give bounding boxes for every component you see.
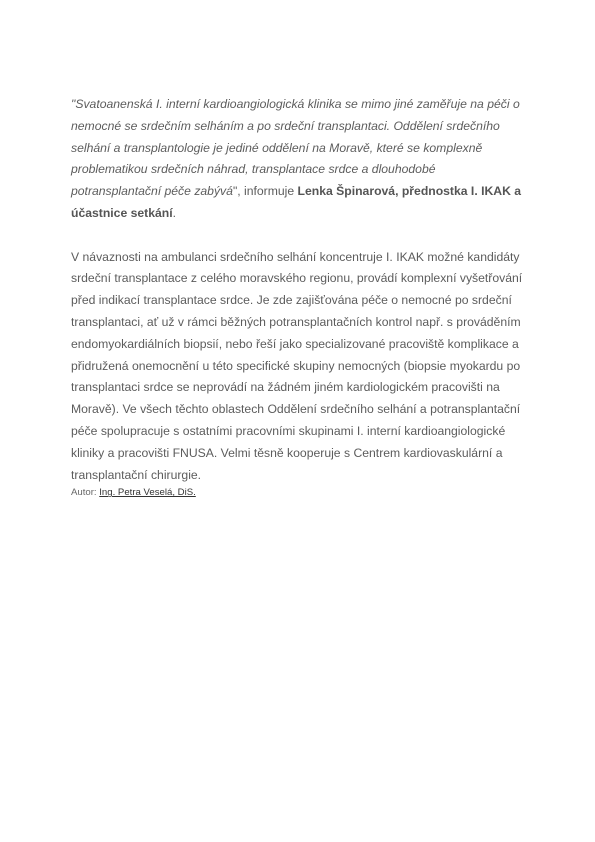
author-line: [71, 486, 526, 500]
quote-end: .: [172, 205, 177, 220]
body-paragraph: V návaznosti na ambulanci srdečního selhání koncentruje I. IKAK možné kandidáty srdeční transplantace z celého moravského regionu, provádí komplexní vyšetřování před indikací transplantace srdce. Je zde zajišťována péče o nemocné po srdeční transplantaci, ať už v rámci běžných potransplantačních kontrol např. s prováděním endomyokardiálních biopsií, nebo řeší jako specializované pracoviště komplikace a přidružená onemocnění u této specifické skupiny nemocných (biopsie myokardu po transplantaci srdce se neprovádí na žádném jiném kardiologickém pracovišti na Moravě). Ve všech těchto oblastech Oddělení srdečního selhání a potransplantační péče spolupracuje s ostatními pracovními skupinami I. interní kardioangiologické kliniky a pracovišti FNUSA. Velmi těsně kooperuje s Centrem kardiovaskulární a transplantační chirurgie.: [71, 249, 523, 482]
author-link[interactable]: Ing. Petra Veselá, DiS.: [99, 487, 196, 499]
article-body: [71, 94, 526, 500]
quote-speaker: Lenka Špinarová, přednostka I. IKAK a účastnice setkání: [71, 184, 522, 220]
quote-connector: ", informuje: [232, 184, 298, 199]
quote-text: "Svatoanenská I. interní kardioangiologická klinika se mimo jiné zaměřuje na péči o nemocné se srdečním selháním a po srdeční transplantaci. Oddělení srdečního selhání a transplantologie je jediné oddělení na Moravě, které se komplexně problematikou srdečních náhrad, transplantace srdce a dlouhodobé potransplantační péče zabývá: [71, 97, 520, 199]
author-label: Autor:: [71, 487, 100, 499]
quote-paragraph: [71, 94, 526, 225]
